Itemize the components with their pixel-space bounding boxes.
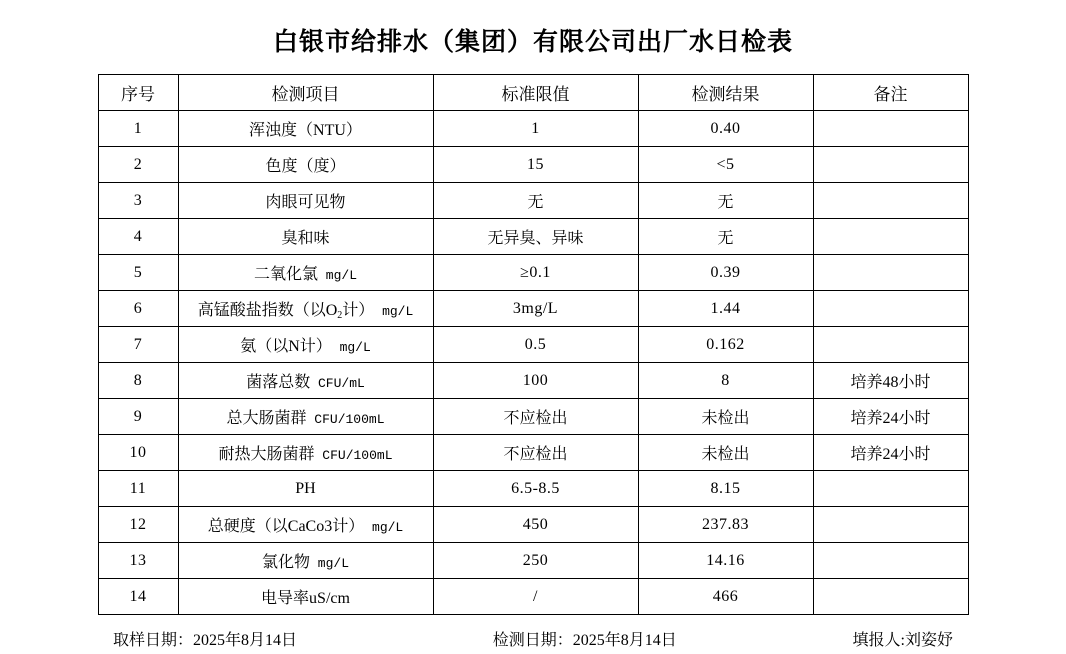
- table-row: [98, 183, 968, 219]
- table-body: [98, 111, 968, 615]
- cell-item-name: 臭和味: [281, 230, 330, 247]
- cell-standard: 1: [433, 111, 638, 147]
- cell-result: <5: [638, 147, 813, 183]
- header-cell-std: 标准限值: [433, 75, 638, 111]
- cell-no: 10: [98, 435, 178, 471]
- cell-standard: 15: [433, 147, 638, 183]
- cell-item: [178, 435, 433, 471]
- cell-item-name: 色度（度）: [265, 158, 346, 175]
- cell-note: [813, 507, 968, 543]
- cell-standard: 250: [433, 543, 638, 579]
- cell-item: [178, 543, 433, 579]
- cell-result: 无: [638, 219, 813, 255]
- cell-item-unit: mg/L: [364, 520, 404, 535]
- cell-standard: 不应检出: [433, 399, 638, 435]
- filler-value: 刘姿妤: [904, 632, 953, 649]
- cell-result: 8: [638, 363, 813, 399]
- cell-item-unit: CFU/100mL: [306, 412, 385, 427]
- test-date-label: 检测日期：: [492, 632, 573, 649]
- cell-standard: 450: [433, 507, 638, 543]
- cell-item-unit: mg/L: [318, 268, 358, 283]
- cell-result: 未检出: [638, 435, 813, 471]
- cell-item: [178, 363, 433, 399]
- header-cell-item: 检测项目: [178, 75, 433, 111]
- cell-standard: 6.5-8.5: [433, 471, 638, 507]
- cell-item-name: 耐热大肠菌群: [218, 446, 315, 463]
- table-row: [98, 291, 968, 327]
- filler-person: [853, 627, 953, 650]
- cell-result: 无: [638, 183, 813, 219]
- cell-no: 3: [98, 183, 178, 219]
- cell-item-unit: CFU/100mL: [314, 448, 393, 463]
- cell-no: 4: [98, 219, 178, 255]
- cell-item-name: 总大肠菌群: [226, 410, 307, 427]
- cell-standard: 不应检出: [433, 435, 638, 471]
- cell-item-name: 总硬度（以CaCo3计）: [207, 518, 365, 535]
- cell-no: 5: [98, 255, 178, 291]
- cell-item-unit: CFU/mL: [310, 376, 365, 391]
- header-cell-no: 序号: [98, 75, 178, 111]
- table-row: [98, 147, 968, 183]
- cell-item-name: 肉眼可见物: [265, 194, 346, 211]
- cell-item: [178, 399, 433, 435]
- table-row: [98, 543, 968, 579]
- cell-standard: 0.5: [433, 327, 638, 363]
- cell-note: 培养48小时: [813, 363, 968, 399]
- cell-item: [178, 255, 433, 291]
- cell-result: 466: [638, 579, 813, 615]
- cell-note: 培养24小时: [813, 435, 968, 471]
- cell-item: [178, 471, 433, 507]
- cell-note: [813, 183, 968, 219]
- cell-result: 237.83: [638, 507, 813, 543]
- cell-note: [813, 147, 968, 183]
- cell-note: [813, 291, 968, 327]
- table-row: [98, 471, 968, 507]
- cell-note: [813, 255, 968, 291]
- table-row: [98, 219, 968, 255]
- cell-no: 7: [98, 327, 178, 363]
- cell-item-unit: mg/L: [331, 340, 371, 355]
- cell-no: 11: [98, 471, 178, 507]
- sample-date-label: 取样日期：: [113, 632, 194, 649]
- cell-standard: 无: [433, 183, 638, 219]
- sample-date-value: 2025年8月14日: [193, 632, 298, 649]
- cell-item: [178, 579, 433, 615]
- cell-item-unit: mg/L: [310, 556, 350, 571]
- water-quality-table: [98, 74, 969, 615]
- cell-result: 8.15: [638, 471, 813, 507]
- cell-no: 9: [98, 399, 178, 435]
- cell-item-name: 电导率uS/cm: [261, 590, 350, 607]
- table-header: [98, 75, 968, 111]
- cell-item: [178, 111, 433, 147]
- cell-item: [178, 147, 433, 183]
- cell-no: 12: [98, 507, 178, 543]
- cell-note: 培养24小时: [813, 399, 968, 435]
- test-date: [493, 627, 677, 650]
- cell-note: [813, 543, 968, 579]
- cell-note: [813, 579, 968, 615]
- cell-item-unit: mg/L: [374, 304, 414, 319]
- cell-no: 8: [98, 363, 178, 399]
- sample-date: [113, 627, 297, 650]
- table-row: [98, 399, 968, 435]
- cell-note: [813, 219, 968, 255]
- cell-item: [178, 183, 433, 219]
- cell-item-name: 氨（以N计）: [240, 338, 332, 355]
- cell-no: 13: [98, 543, 178, 579]
- cell-result: 14.16: [638, 543, 813, 579]
- cell-item: [178, 327, 433, 363]
- cell-result: 1.44: [638, 291, 813, 327]
- header-cell-note: 备注: [813, 75, 968, 111]
- cell-standard: 无异臭、异味: [433, 219, 638, 255]
- cell-standard: 100: [433, 363, 638, 399]
- cell-item-name: 浑浊度（NTU）: [249, 122, 362, 139]
- cell-note: [813, 471, 968, 507]
- cell-no: 1: [98, 111, 178, 147]
- cell-result: 0.40: [638, 111, 813, 147]
- cell-no: 14: [98, 579, 178, 615]
- table-header-row: [98, 75, 968, 111]
- table-row: [98, 111, 968, 147]
- cell-result: 0.162: [638, 327, 813, 363]
- table-row: [98, 507, 968, 543]
- cell-item-name: 氯化物: [261, 554, 310, 571]
- cell-standard: ≥0.1: [433, 255, 638, 291]
- table-row: [98, 579, 968, 615]
- cell-no: 2: [98, 147, 178, 183]
- filler-label: 填报人:: [852, 632, 905, 649]
- header-cell-result: 检测结果: [638, 75, 813, 111]
- table-row: [98, 435, 968, 471]
- cell-no: 6: [98, 291, 178, 327]
- cell-result: 未检出: [638, 399, 813, 435]
- cell-note: [813, 327, 968, 363]
- cell-item-name: 菌落总数: [246, 374, 311, 391]
- cell-standard: /: [433, 579, 638, 615]
- table-row: [98, 327, 968, 363]
- page-title: 白银市给排水（集团）有限公司出厂水日检表: [272, 29, 793, 56]
- cell-item: [178, 291, 433, 327]
- cell-item: [178, 219, 433, 255]
- cell-result: 0.39: [638, 255, 813, 291]
- cell-standard: 3mg/L: [433, 291, 638, 327]
- cell-item-name: 高锰酸盐指数（以$O_2$计）: [197, 302, 375, 321]
- cell-item-name: 二氧化氯: [253, 266, 318, 283]
- cell-item-name: PH: [295, 479, 316, 497]
- footer: [83, 615, 983, 650]
- table-row: [98, 363, 968, 399]
- table-row: [98, 255, 968, 291]
- test-date-value: 2025年8月14日: [572, 632, 677, 649]
- cell-note: [813, 111, 968, 147]
- cell-item: [178, 507, 433, 543]
